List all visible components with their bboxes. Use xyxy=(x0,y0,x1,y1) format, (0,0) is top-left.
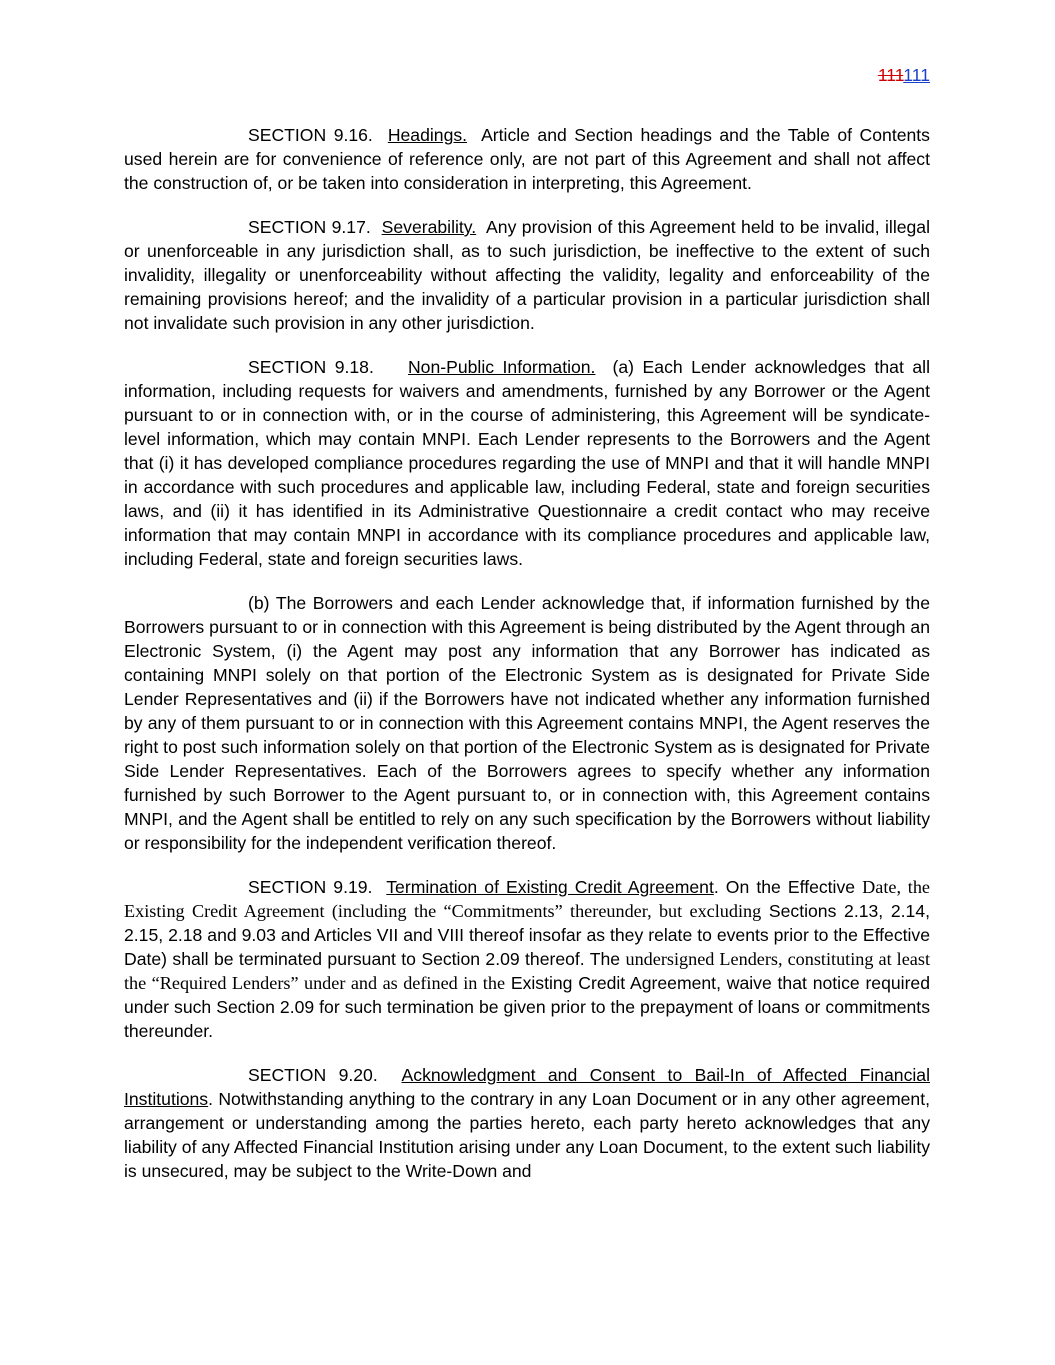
document-body xyxy=(124,123,930,1203)
section-text: (a) Each Lender acknowledges that all information, including requests for waivers and amendments, furnished by any Borrower or the Agent pursuant to or in connection with, or in the course of administering, this Agreement will be syndicate-level information, which may contain MNPI. Each Lender represents to the Borrowers and the Agent that (i) it has developed compliance procedures regarding the use of MNPI and that it will handle MNPI in accordance with such procedures and applicable law, including Federal, state and foreign securities laws, and (ii) it has identified in its Administrative Questionnaire a credit contact who may receive information that may contain MNPI in accordance with its compliance procedures and applicable law, including Federal, state and foreign securities laws. xyxy=(124,357,930,569)
section-label: SECTION 9.16. xyxy=(248,125,373,145)
section-9-19 xyxy=(124,875,930,1043)
section-text: (b) The Borrowers and each Lender acknowledge that, if information furnished by the Borrowers pursuant to or in connection with this Agreement is being distributed by the Agent through an Electronic System, (i) the Agent may post any information that any Borrower has indicated as containing MNPI solely on that portion of the Electronic System as is designated for Private Side Lender Representatives and (ii) if the Borrowers have not indicated whether any information furnished by any of them pursuant to or in connection with this Agreement contains MNPI, the Agent reserves the right to post such information solely on that portion of the Electronic System as is designated for Private Side Lender Representatives. Each of the Borrowers agrees to specify whether any information furnished by such Borrower to the Agent pursuant to, or in connection with, this Agreement contains MNPI, and the Agent shall be entitled to rely on any such specification by the Borrowers without liability or responsibility for the independent verification thereof. xyxy=(124,593,930,853)
section-text-serif: Date, the Existing Credit Agreement (including the “Commitments” thereunder, but excluding xyxy=(124,877,930,921)
section-text: . On the Effective xyxy=(713,877,856,897)
section-heading: Severability. xyxy=(381,217,477,237)
section-label: SECTION 9.18. xyxy=(248,357,374,377)
section-text: Any provision of this Agreement held to be invalid, illegal or unenforceable in any jurisdiction shall, as to such jurisdiction, be ineffective to the extent of such invalidity, illegality or unenforceability without affecting the validity, legality and enforceability of the remaining provisions hereof; and the invalidity of a particular provision in a particular jurisdiction shall not invalidate such provision in any other jurisdiction. xyxy=(124,217,931,333)
section-heading: Termination of Existing Credit Agreement xyxy=(386,877,714,897)
section-text-serif: undersigned Lenders, constituting at least the “Required Lenders” under and as defined in the xyxy=(124,949,931,993)
section-label: SECTION 9.17. xyxy=(248,217,371,237)
section-text: Article and Section headings and the Table of Contents used herein are for convenience of reference only, are not part of this Agreement and shall not affect the construction of, or be taken into consideration in interpreting, this Agreement. xyxy=(124,125,930,193)
section-9-17 xyxy=(124,215,930,335)
section-9-20 xyxy=(124,1063,930,1183)
section-heading: Non-Public Information. xyxy=(407,357,596,377)
section-text: Sections 2.13, 2.14, 2.15, 2.18 and 9.03 and Articles VII and VIII thereof insofar as they relate to events prior to the Effective Date) shall be terminated pursuant to Section 2.09 thereof. The xyxy=(124,901,930,969)
section-heading: Headings. xyxy=(387,125,468,145)
section-9-16 xyxy=(124,123,930,195)
section-9-18-a xyxy=(124,355,930,571)
section-9-18-b xyxy=(124,591,930,855)
page-number xyxy=(878,63,930,87)
page-number-deleted: 111 xyxy=(877,65,904,85)
page-number-inserted: 111 xyxy=(903,65,930,85)
section-heading: Acknowledgment and Consent to Bail-In of Affected Financial Institutions xyxy=(124,1065,930,1109)
section-label: SECTION 9.20. xyxy=(248,1065,378,1085)
section-text: Existing Credit Agreement, waive that notice required under such Section 2.09 for such termination be given prior to the prepayment of loans or commitments thereunder. xyxy=(124,973,930,1041)
section-label: SECTION 9.19. xyxy=(248,877,373,897)
section-text: . Notwithstanding anything to the contrary in any Loan Document or in any other agreement, arrangement or understanding among the parties hereto, each party hereto acknowledges that any liability of any Affected Financial Institution arising under any Loan Document, to the extent such liability is unsecured, may be subject to the Write-Down and xyxy=(124,1089,930,1181)
